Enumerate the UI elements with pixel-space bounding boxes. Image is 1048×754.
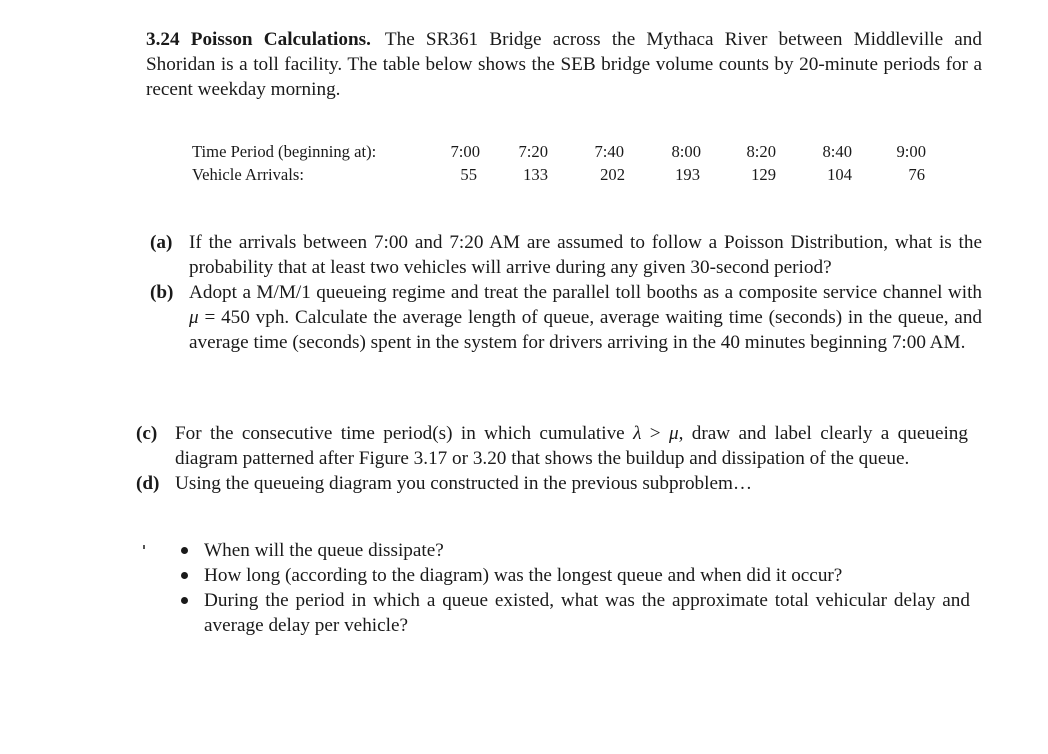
time-cell: 8:40: [822, 142, 852, 161]
time-cell: 9:00: [896, 142, 926, 161]
bullet-item: [180, 588, 970, 638]
time-cell: 7:40: [594, 142, 624, 161]
bullet-text: During the period in which a queue existed, what was the approximate total vehicular delay and average delay per vehicle?: [204, 590, 970, 636]
problem-intro: [146, 27, 982, 102]
bullet-text: How long (according to the diagram) was the longest queue and when did it occur?: [204, 565, 843, 586]
bullet-dot-icon: [181, 547, 188, 554]
greater-than-symbol: >: [649, 423, 661, 444]
time-period-row: [192, 140, 932, 163]
part-c: [136, 421, 968, 471]
part-d: [136, 471, 968, 496]
mu-symbol: μ: [189, 307, 199, 328]
part-c-text-2: , draw and label clearly a queueing diagram patterned after Figure 3.17 or 3.20 that shows the buildup and dissipation of the queue.: [175, 423, 968, 469]
time-cell: 7:00: [450, 142, 480, 161]
bullet-item: [180, 538, 970, 563]
part-b-tag: (b): [150, 282, 174, 303]
lambda-symbol: λ: [633, 423, 642, 444]
part-c-tag: (c): [136, 423, 158, 444]
part-d-text: Using the queueing diagram you constructed in the previous subproblem…: [175, 473, 753, 494]
bullet-text: When will the queue dissipate?: [204, 540, 444, 561]
part-a-text: If the arrivals between 7:00 and 7:20 AM are assumed to follow a Poisson Distribution, what is the probability that at least two vehicles will arrive during any given 30-second period?: [189, 232, 982, 278]
part-a: [150, 230, 982, 280]
time-cell: 8:00: [671, 142, 701, 161]
parts-c-d: [136, 421, 968, 496]
time-period-label: Time Period (beginning at):: [192, 142, 377, 161]
problem-heading: 3.24 Poisson Calculations.: [146, 29, 371, 50]
part-d-bullet-list: [180, 538, 970, 638]
bullet-item: [180, 563, 970, 588]
part-d-tag: (d): [136, 473, 160, 494]
problem-intro-text: The SR361 Bridge across the Mythaca River between Middleville and Shoridan is a toll facility. The table below shows the SEB bridge volume counts by 20-minute periods for a recent weekday morning.: [146, 29, 982, 100]
volume-table: [192, 140, 932, 186]
arrivals-cell: 133: [523, 165, 548, 184]
time-cell: 8:20: [746, 142, 776, 161]
part-c-text-1: For the consecutive time period(s) in which cumulative: [175, 423, 625, 444]
part-a-tag: (a): [150, 232, 173, 253]
bullet-dot-icon: [181, 597, 188, 604]
arrivals-cell: 76: [908, 165, 925, 184]
part-b-text-2: = 450 vph. Calculate the average length of queue, average waiting time (seconds) in the queue, and average time (seconds) spent in the system for drivers arriving in the 40 minutes beginning 7:00 AM.: [189, 307, 983, 353]
bullet-dot-icon: [181, 572, 188, 579]
arrivals-cell: 129: [751, 165, 776, 184]
time-cell: 7:20: [518, 142, 548, 161]
arrivals-cell: 202: [600, 165, 625, 184]
stray-mark: [143, 545, 145, 549]
arrivals-cell: 193: [675, 165, 700, 184]
part-b-text-1: Adopt a M/M/1 queueing regime and treat the parallel toll booths as a composite service channel with: [189, 282, 982, 303]
parts-a-b: [150, 230, 982, 355]
arrivals-cell: 55: [460, 165, 477, 184]
vehicle-arrivals-label: Vehicle Arrivals:: [192, 165, 304, 184]
vehicle-arrivals-row: [192, 163, 932, 186]
arrivals-cell: 104: [827, 165, 852, 184]
part-b: [150, 280, 982, 355]
mu-symbol: μ: [668, 423, 679, 444]
